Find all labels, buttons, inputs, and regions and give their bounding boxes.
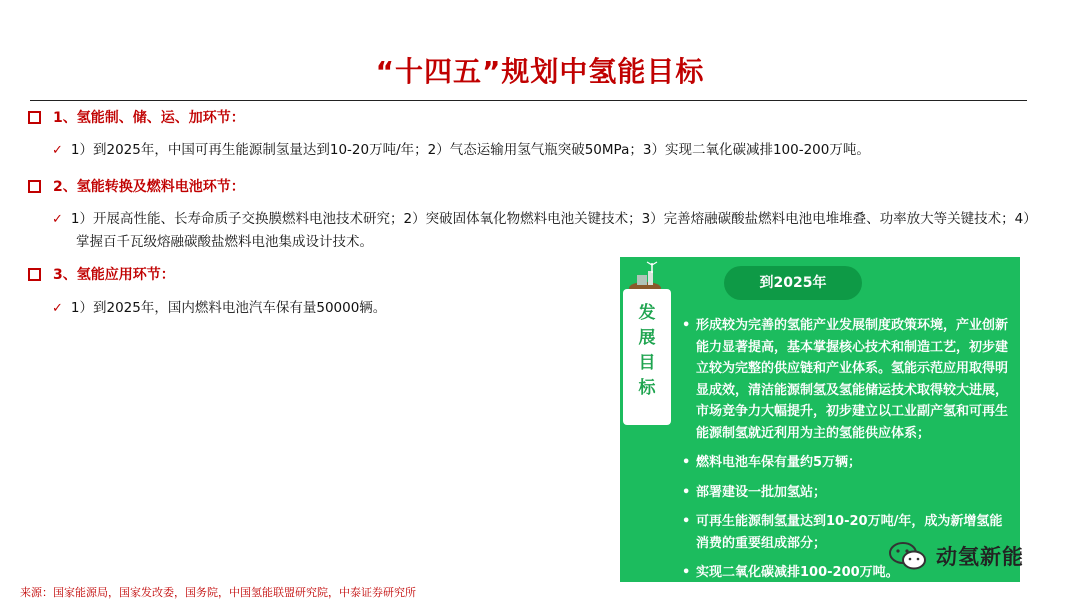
goal-item: • 可再生能源制氢量达到10-20万吨/年，成为新增氢能消费的重要组成部分； [682,511,1012,554]
section-2-item-1 [52,208,1036,253]
section-1-item-1 [52,139,870,162]
square-icon [28,111,41,124]
goals-tab-label [623,301,671,401]
section-heading-2-text: 2、氢能转换及燃料电池环节： [53,179,245,195]
section-1-item-1-text: 1）到2025年，中国可再生能源制氢量达到10-20万吨/年；2）气态运输用氢气瓶突破50MPa；3）实现二氧化碳减排100-200万吨。 [70,142,870,158]
goals-panel [620,257,1020,582]
section-heading-1-text: 1、氢能制、储、运、加环节： [53,110,245,126]
section-heading-2 [28,176,245,196]
section-heading-1 [28,107,245,127]
section-heading-3-text: 3、氢能应用环节： [53,267,175,283]
section-3-item-1 [52,297,386,320]
title-divider [30,100,1027,101]
goal-item: • 实现二氧化碳减排100-200万吨。 [682,562,1012,582]
goals-tab-text: 发展目标 [638,303,656,398]
square-icon [28,268,41,281]
check-icon: ✓ [52,143,63,158]
section-heading-3 [28,264,175,284]
watermark [888,541,1024,571]
check-icon: ✓ [52,301,63,316]
year-badge: 到2025年 [724,266,862,300]
goal-item: • 燃料电池车保有量约5万辆； [682,452,1012,474]
square-icon [28,180,41,193]
source-note: 来源：国家能源局，国家发改委，国务院，中国氢能联盟研究院，中泰证券研究所 [20,586,416,599]
section-3-item-1-text: 1）到2025年，国内燃料电池汽车保有量50000辆。 [70,300,387,316]
page-title: “十四五”规划中氢能目标 [375,55,705,88]
goal-item: • 部署建设一批加氢站； [682,482,1012,504]
check-icon: ✓ [52,212,63,227]
goal-item: • 形成较为完善的氢能产业发展制度政策环境，产业创新能力显著提高，基本掌握核心技术和制造工艺，初步建立较为完整的供应链和产业体系。氢能示范应用取得明显成效，清洁能源制氢及氢能储运技术取得较大进展，市场竞争力大幅提升，初步建立以工业副产氢和可再生能源制氢就近利用为主的氢能供应体系； [682,315,1012,444]
wechat-icon [888,541,928,571]
watermark-text: 动氢新能 [936,545,1024,569]
section-2-item-1-text: 1）开展高性能、长寿命质子交换膜燃料电池技术研究；2）突破固体氧化物燃料电池关键技术；3）完善熔融碳酸盐燃料电池电堆堆叠、功率放大等关键技术；4）掌握百千瓦级熔融碳酸盐燃料电池集成设计技术。 [70,211,1031,250]
